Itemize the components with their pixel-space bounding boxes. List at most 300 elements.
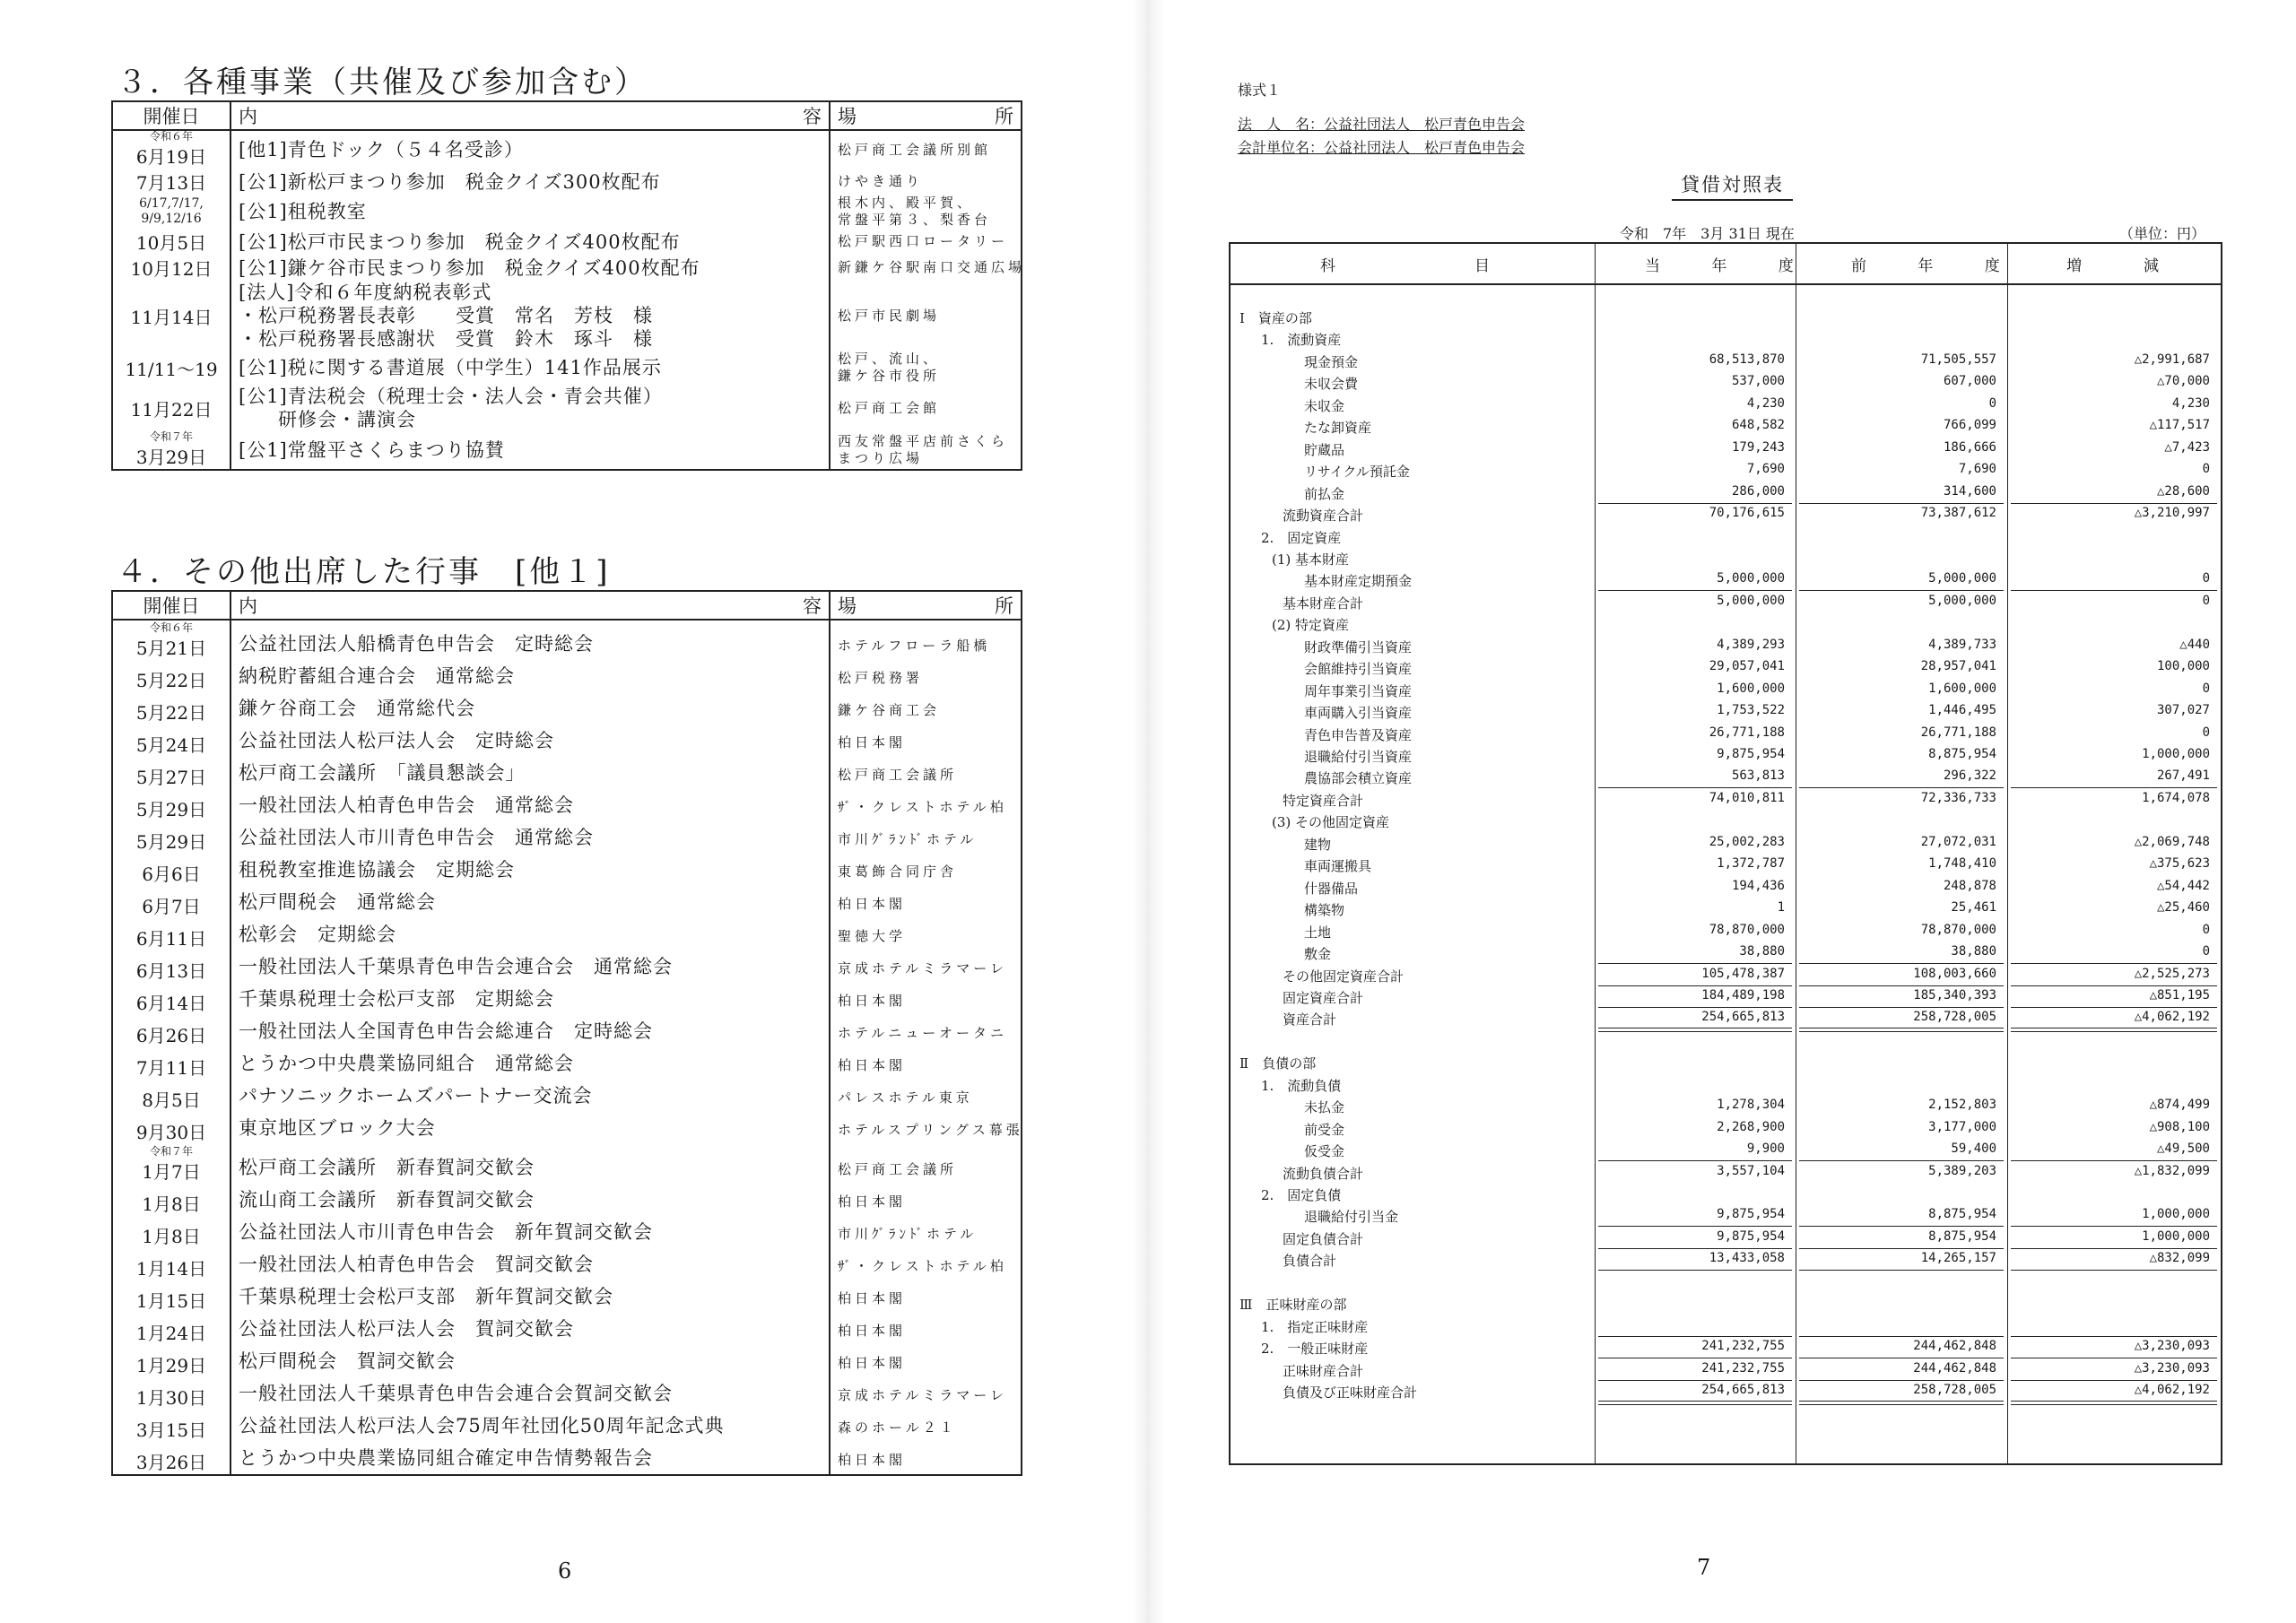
content-line: 研修会・講演会 <box>239 409 416 430</box>
previous-amount: 8,875,954 <box>1928 1228 1996 1244</box>
current-amount: 78,870,000 <box>1709 922 1785 937</box>
change-amount: △7,423 <box>2164 439 2210 455</box>
current-amount: 5,000,000 <box>1717 571 1785 586</box>
current-amount: 4,230 <box>1746 395 1785 411</box>
account-label: 資産合計 <box>1283 1011 1337 1028</box>
current-amount: 254,665,813 <box>1701 1010 1785 1025</box>
account-label: 周年事業引当資産 <box>1304 682 1413 699</box>
table-row <box>1231 438 2221 460</box>
header-date: 開催日 <box>112 591 230 620</box>
event-date <box>112 821 230 854</box>
era-label: 令和６年 <box>149 130 193 143</box>
table-row <box>1231 1271 2221 1293</box>
event-content: 松戸商工会議所 新春賀詞交歓会 <box>230 1144 830 1184</box>
event-date <box>112 757 230 789</box>
previous-amount: 1,446,495 <box>1928 703 1996 718</box>
table-row <box>1231 1030 2221 1052</box>
previous-amount: 108,003,660 <box>1913 966 1996 981</box>
date-text: 11/11～19 <box>125 358 218 380</box>
current-amount: 9,900 <box>1746 1141 1785 1157</box>
table-row <box>112 886 1022 918</box>
date-text: 8月5日 <box>142 1089 201 1111</box>
table-row <box>1231 636 2221 657</box>
table-row <box>1231 569 2221 591</box>
change-amount: △3,230,093 <box>2134 1339 2210 1354</box>
event-content: 租税教室推進協議会 定期総会 <box>230 854 830 886</box>
change-amount: △3,210,997 <box>2134 506 2210 521</box>
event-date <box>112 854 230 886</box>
account-label: 基本財産定期預金 <box>1304 573 1413 590</box>
previous-amount: 258,728,005 <box>1913 1383 1996 1398</box>
account-label: Ⅱ 負債の部 <box>1239 1055 1317 1072</box>
place-line: 常盤平第３、梨香台 <box>838 212 992 228</box>
event-content: 一般社団法人全国青色申告会総連合 定時総会 <box>230 1015 830 1047</box>
era-label: 令和７年 <box>149 430 193 443</box>
date-text: 11月14日 <box>130 306 213 328</box>
date-text: 6月13日 <box>135 960 207 982</box>
current-amount: 105,478,387 <box>1701 966 1785 981</box>
change-amount: 1,000,000 <box>2142 747 2210 761</box>
table-row <box>1231 395 2221 416</box>
change-amount: △28,600 <box>2156 483 2210 499</box>
table-row <box>112 1410 1022 1442</box>
table-row <box>1231 460 2221 482</box>
table-row <box>1231 526 2221 548</box>
table-row <box>112 1442 1022 1475</box>
event-place <box>830 385 1022 431</box>
account-label: 正味財産合計 <box>1283 1362 1364 1379</box>
current-amount: 29,057,041 <box>1709 659 1785 674</box>
event-date <box>112 660 230 692</box>
unit-note: （単位：円） <box>2119 225 2206 242</box>
event-date <box>112 1047 230 1080</box>
place-line: 西友常盤平店前さくら <box>838 433 1009 449</box>
event-content: 公益社団法人船橋青色申告会 定時総会 <box>230 620 830 660</box>
events-table <box>111 100 1026 471</box>
event-content: 千葉県税理士会松戸支部 新年賀詞交歓会 <box>230 1280 830 1313</box>
previous-amount: 5,000,000 <box>1928 593 1996 608</box>
table-row <box>1231 855 2221 876</box>
event-place: 柏日本閣 <box>830 886 1022 918</box>
event-place <box>830 169 1022 195</box>
col-header-change: 増 減 <box>2066 257 2182 275</box>
previous-amount: 59,400 <box>1951 1141 1996 1157</box>
table-row <box>112 620 1022 660</box>
event-date <box>112 1144 230 1184</box>
date-text: 5月29日 <box>135 799 207 820</box>
era-label: 令和６年 <box>149 621 193 634</box>
account-label: 1. 指定正味財産 <box>1261 1318 1369 1335</box>
header-content: 内 容 <box>230 101 830 130</box>
account-label: Ⅰ 資産の部 <box>1239 310 1312 326</box>
event-date <box>112 983 230 1015</box>
table-row <box>112 757 1022 789</box>
account-label: 負債合計 <box>1283 1253 1337 1270</box>
account-label: 土地 <box>1304 924 1332 941</box>
event-date <box>112 351 230 385</box>
event-date <box>112 1248 230 1280</box>
table-row <box>1231 1293 2221 1315</box>
event-content <box>230 351 830 385</box>
account-label: 構築物 <box>1304 902 1345 919</box>
event-place: 京成ホテルミラマーレ <box>830 950 1022 983</box>
table-row <box>112 821 1022 854</box>
table-row <box>1231 942 2221 964</box>
table-row <box>1231 1118 2221 1140</box>
current-amount: 1,278,304 <box>1717 1098 1785 1113</box>
account-label: 前受金 <box>1304 1121 1345 1138</box>
current-amount: 68,513,870 <box>1709 352 1785 367</box>
current-amount: 537,000 <box>1731 374 1785 389</box>
event-content: 一般社団法人千葉県青色申告会連合会賀詞交歓会 <box>230 1377 830 1410</box>
event-content: 公益社団法人松戸法人会 定時総会 <box>230 725 830 757</box>
event-content: 流山商工会議所 新春賀詞交歓会 <box>230 1184 830 1216</box>
date-text: 7月11日 <box>135 1057 207 1079</box>
table-row <box>1231 1228 2221 1249</box>
table-row <box>1231 592 2221 613</box>
previous-amount: 185,340,393 <box>1913 987 1996 1002</box>
table-row <box>1231 767 2221 788</box>
current-amount: 194,436 <box>1731 878 1785 893</box>
change-amount: 0 <box>2202 944 2210 959</box>
event-date <box>112 1112 230 1144</box>
previous-amount: 78,870,000 <box>1920 922 1996 937</box>
event-content: 東京地区ブロック大会 <box>230 1112 830 1144</box>
previous-amount: 2,152,803 <box>1928 1098 1996 1113</box>
account-label: (2) 特定資産 <box>1272 617 1350 634</box>
event-place <box>830 281 1022 351</box>
event-place: 松戸税務署 <box>830 660 1022 692</box>
previous-amount: 72,336,733 <box>1920 790 1996 805</box>
total-double-line <box>1598 1401 1792 1405</box>
event-date <box>112 1015 230 1047</box>
page-number: 6 <box>558 1558 572 1584</box>
event-content <box>230 169 830 195</box>
event-content: 鎌ケ谷商工会 通常総代会 <box>230 692 830 725</box>
event-date <box>112 886 230 918</box>
total-double-line <box>2011 1401 2217 1405</box>
event-date <box>112 281 230 351</box>
previous-amount: 3,177,000 <box>1928 1119 1996 1134</box>
total-double-line <box>1799 1401 2004 1405</box>
account-label: 仮受金 <box>1304 1143 1345 1160</box>
event-date <box>112 1280 230 1313</box>
date-text: 3月26日 <box>135 1452 207 1473</box>
event-date <box>112 1345 230 1377</box>
event-content <box>230 195 830 229</box>
table-row <box>112 130 1022 169</box>
previous-amount: 14,265,157 <box>1920 1251 1996 1266</box>
event-place <box>830 255 1026 281</box>
previous-amount: 766,099 <box>1943 418 1996 433</box>
change-amount: 0 <box>2202 922 2210 937</box>
table-row <box>1231 1008 2221 1029</box>
event-content <box>230 229 830 255</box>
event-place: ホテルスプリングス幕張 <box>830 1112 1022 1144</box>
change-amount: △70,000 <box>2156 374 2210 389</box>
table-row <box>1231 1140 2221 1161</box>
event-date <box>112 1184 230 1216</box>
change-amount: △851,195 <box>2149 987 2210 1002</box>
date-text: 5月29日 <box>135 831 207 853</box>
event-content: 一般社団法人千葉県青色申告会連合会 通常総会 <box>230 950 830 983</box>
table-row <box>1231 1052 2221 1073</box>
event-place: 森のホール２１ <box>830 1410 1022 1442</box>
table-row <box>112 1047 1022 1080</box>
event-place: 京成ホテルミラマーレ <box>830 1377 1022 1410</box>
date-text: 1月15日 <box>135 1290 207 1312</box>
date-text: 6月26日 <box>135 1025 207 1046</box>
table-row <box>1231 1315 2221 1337</box>
event-place: ｻﾞ・クレストホテル柏 <box>830 1248 1022 1280</box>
previous-amount: 1,748,410 <box>1928 856 1996 872</box>
account-label: Ⅲ 正味財産の部 <box>1239 1297 1347 1314</box>
change-amount: 1,000,000 <box>2142 1228 2210 1244</box>
content-line: [公1]松戸市民まつり参加 税金クイズ400枚配布 <box>239 230 681 253</box>
event-date <box>112 1377 230 1410</box>
event-date <box>112 918 230 950</box>
previous-amount: 71,505,557 <box>1920 352 1996 367</box>
table-row <box>1231 351 2221 372</box>
account-label: (1) 基本財産 <box>1272 551 1350 568</box>
previous-amount: 27,072,031 <box>1920 834 1996 849</box>
header-content: 内 容 <box>230 591 830 620</box>
date-text: 5月22日 <box>135 702 207 724</box>
current-amount: 563,813 <box>1731 768 1785 784</box>
event-date <box>112 229 230 255</box>
event-date <box>112 1442 230 1475</box>
change-amount: 1,000,000 <box>2142 1207 2210 1222</box>
table-row <box>1231 898 2221 920</box>
event-place: 東葛飾合同庁舎 <box>830 854 1022 886</box>
change-amount: 0 <box>2202 462 2210 477</box>
date-text: 1月8日 <box>142 1226 201 1247</box>
account-label: 什器備品 <box>1304 880 1359 897</box>
event-content: 公益社団法人市川青色申告会 新年賀詞交歓会 <box>230 1216 830 1248</box>
place-line: 松戸市民劇場 <box>838 307 941 324</box>
current-amount: 3,557,104 <box>1717 1163 1785 1178</box>
event-date <box>112 725 230 757</box>
previous-amount: 248,878 <box>1943 878 1996 893</box>
change-amount: △375,623 <box>2149 856 2210 872</box>
account-label: 負債及び正味財産合計 <box>1283 1384 1418 1402</box>
table-row <box>112 660 1022 692</box>
event-content: 納税貯蓄組合連合会 通常総会 <box>230 660 830 692</box>
change-amount: △3,230,093 <box>2134 1360 2210 1376</box>
current-amount: 74,010,811 <box>1709 790 1785 805</box>
table-row <box>112 983 1022 1015</box>
previous-amount: 0 <box>1988 395 1996 411</box>
event-content: 松彰会 定期総会 <box>230 918 830 950</box>
event-date <box>112 1216 230 1248</box>
table-row <box>112 1280 1022 1313</box>
table-row <box>112 431 1022 470</box>
table-row <box>1231 372 2221 394</box>
current-amount: 26,771,188 <box>1709 725 1785 740</box>
account-label: 車両運搬具 <box>1304 858 1372 875</box>
change-amount: 1,674,078 <box>2142 790 2210 805</box>
event-place: 柏日本閣 <box>830 1345 1022 1377</box>
date-text: 9月30日 <box>135 1122 207 1143</box>
table-row <box>112 169 1022 195</box>
content-line: [公1]税に関する書道展（中学生）141作品展示 <box>239 357 662 378</box>
table-row <box>1231 613 2221 635</box>
content-line: [公1]常盤平さくらまつり協賛 <box>239 439 505 461</box>
previous-amount: 244,462,848 <box>1913 1339 1996 1354</box>
event-date <box>112 1410 230 1442</box>
previous-amount: 7,690 <box>1958 462 1996 477</box>
event-place: 柏日本閣 <box>830 1442 1022 1475</box>
current-amount: 25,002,283 <box>1709 834 1785 849</box>
date-text: 1月29日 <box>135 1355 207 1376</box>
current-amount: 4,389,293 <box>1717 637 1785 652</box>
previous-amount: 244,462,848 <box>1913 1360 1996 1376</box>
table-row <box>112 281 1022 351</box>
table-row <box>1231 789 2221 811</box>
content-line: [公1]新松戸まつり参加 税金クイズ300枚配布 <box>239 170 661 193</box>
previous-amount: 5,389,203 <box>1928 1163 1996 1178</box>
table-row <box>1231 986 2221 1008</box>
date-text: 5月21日 <box>135 638 207 659</box>
account-label: 建物 <box>1304 836 1332 853</box>
table-row <box>1231 416 2221 438</box>
table-row <box>112 255 1022 281</box>
current-amount: 1,600,000 <box>1717 681 1785 696</box>
event-place: 柏日本閣 <box>830 725 1022 757</box>
table-row <box>1231 877 2221 898</box>
place-line: 松戸、流山、 <box>838 351 941 367</box>
date-text: 5月22日 <box>135 670 207 691</box>
place-line: まつり広場 <box>838 450 924 466</box>
event-place: 柏日本閣 <box>830 983 1022 1015</box>
event-content <box>230 130 830 169</box>
account-label: 1. 流動資産 <box>1261 332 1342 349</box>
table-row <box>1231 1381 2221 1402</box>
event-content: 松戸商工会議所 「議員懇談会」 <box>230 757 830 789</box>
table-row <box>112 1377 1022 1410</box>
change-amount: △4,062,192 <box>2134 1010 2210 1025</box>
date-text: 3月29日 <box>135 447 207 468</box>
table-row <box>112 1248 1022 1280</box>
table-row <box>1231 307 2221 328</box>
account-label: 青色申告普及資産 <box>1304 726 1413 743</box>
current-amount: 648,582 <box>1731 418 1785 433</box>
event-date <box>112 431 230 470</box>
place-line: 松戸商工会館 <box>838 399 941 416</box>
table-row <box>1231 328 2221 350</box>
date-line: 令和 7年 3月 31日 現在 <box>1620 225 1795 242</box>
event-content: 公益社団法人松戸法人会75周年社団化50周年記念式典 <box>230 1410 830 1442</box>
table-row <box>112 854 1022 886</box>
change-amount: △49,500 <box>2156 1141 2210 1157</box>
section3-title: ３．各種事業（共催及び参加含む） <box>117 65 648 100</box>
date-text: 1月14日 <box>135 1258 207 1280</box>
event-place: 柏日本閣 <box>830 1047 1022 1080</box>
place-line: けやき通り <box>838 173 924 189</box>
event-place: ホテルニューオータニ <box>830 1015 1022 1047</box>
change-amount: △4,062,192 <box>2134 1383 2210 1398</box>
place-line: 根木内、殿平賀、 <box>838 195 975 211</box>
table-row <box>1231 965 2221 986</box>
account-label: 2. 一般正味財産 <box>1261 1341 1369 1358</box>
place-line: 松戸駅西口ロータリー <box>838 233 1009 249</box>
table-row <box>1231 1205 2221 1227</box>
table-row <box>1231 1249 2221 1271</box>
event-place <box>830 229 1022 255</box>
table-row <box>112 1144 1022 1184</box>
content-line: [法人]令和６年度納税表彰式 <box>239 282 492 303</box>
content-line: [公1]鎌ケ谷市民まつり参加 税金クイズ400枚配布 <box>239 256 700 279</box>
account-label: 2. 固定資産 <box>1261 529 1342 546</box>
previous-amount: 1,600,000 <box>1928 681 1996 696</box>
table-row <box>1231 833 2221 855</box>
table-row <box>112 725 1022 757</box>
account-label: 1. 流動負債 <box>1261 1077 1342 1094</box>
date-text: 7月13日 <box>135 172 207 194</box>
content-line: ・松戸税務署長感謝状 受賞 鈴木 琢斗 様 <box>239 328 653 350</box>
table-row <box>1231 921 2221 942</box>
col-header-previous: 前 年 度 <box>1851 257 2023 275</box>
change-amount: △832,099 <box>2149 1251 2210 1266</box>
event-content: 公益社団法人市川青色申告会 通常総会 <box>230 821 830 854</box>
event-place <box>830 130 1022 169</box>
date-text: 1月24日 <box>135 1323 207 1344</box>
event-place <box>830 195 1022 229</box>
date-text: 1月30日 <box>135 1387 207 1409</box>
date-text: 6月7日 <box>142 896 201 917</box>
account-label: 未収金 <box>1304 397 1345 414</box>
current-amount: 70,176,615 <box>1709 506 1785 521</box>
page-number: 7 <box>1697 1555 1711 1580</box>
header-date: 開催日 <box>112 101 230 130</box>
account-label: 貯蔵品 <box>1304 441 1345 458</box>
content-line: ・松戸税務署長表彰 受賞 常名 芳枝 様 <box>239 305 653 326</box>
place-line: 松戸商工会議所別館 <box>838 141 992 158</box>
table-row <box>1231 548 2221 569</box>
change-amount: 267,491 <box>2156 768 2210 784</box>
unit-name: 会計単位名：公益社団法人 松戸青色申告会 <box>1238 139 1526 156</box>
event-place <box>830 351 1022 385</box>
account-label: 未払金 <box>1304 1099 1345 1116</box>
account-label: リサイクル預託金 <box>1304 464 1410 481</box>
current-amount: 286,000 <box>1731 483 1785 499</box>
event-place: 松戸商工会議所 <box>830 757 1022 789</box>
account-label: 基本財産合計 <box>1283 595 1364 612</box>
table-row <box>1231 657 2221 679</box>
col-header-current: 当 年 度 <box>1645 257 1817 275</box>
date-text: 6月6日 <box>142 864 201 885</box>
header-place: 場 所 <box>830 591 1022 620</box>
table-row <box>112 1345 1022 1377</box>
event-content <box>230 255 830 281</box>
table-row <box>1231 504 2221 525</box>
previous-amount: 607,000 <box>1943 374 1996 389</box>
event-place: 市川ｸﾞﾗﾝﾄﾞホテル <box>830 821 1022 854</box>
table-row <box>1231 1162 2221 1184</box>
account-label: 固定資産合計 <box>1283 989 1364 1006</box>
change-amount: 4,230 <box>2171 395 2210 411</box>
account-label: 会館維持引当資産 <box>1304 661 1413 678</box>
event-place: 松戸商工会議所 <box>830 1144 1022 1184</box>
change-amount: △2,991,687 <box>2134 352 2210 367</box>
event-date <box>112 620 230 660</box>
account-label: 前払金 <box>1304 485 1345 502</box>
table-row <box>112 789 1022 821</box>
account-label: 固定負債合計 <box>1283 1230 1364 1247</box>
table-row <box>112 1184 1022 1216</box>
event-date <box>112 692 230 725</box>
balance-sheet-title: 貸借対照表 <box>1672 170 1793 201</box>
